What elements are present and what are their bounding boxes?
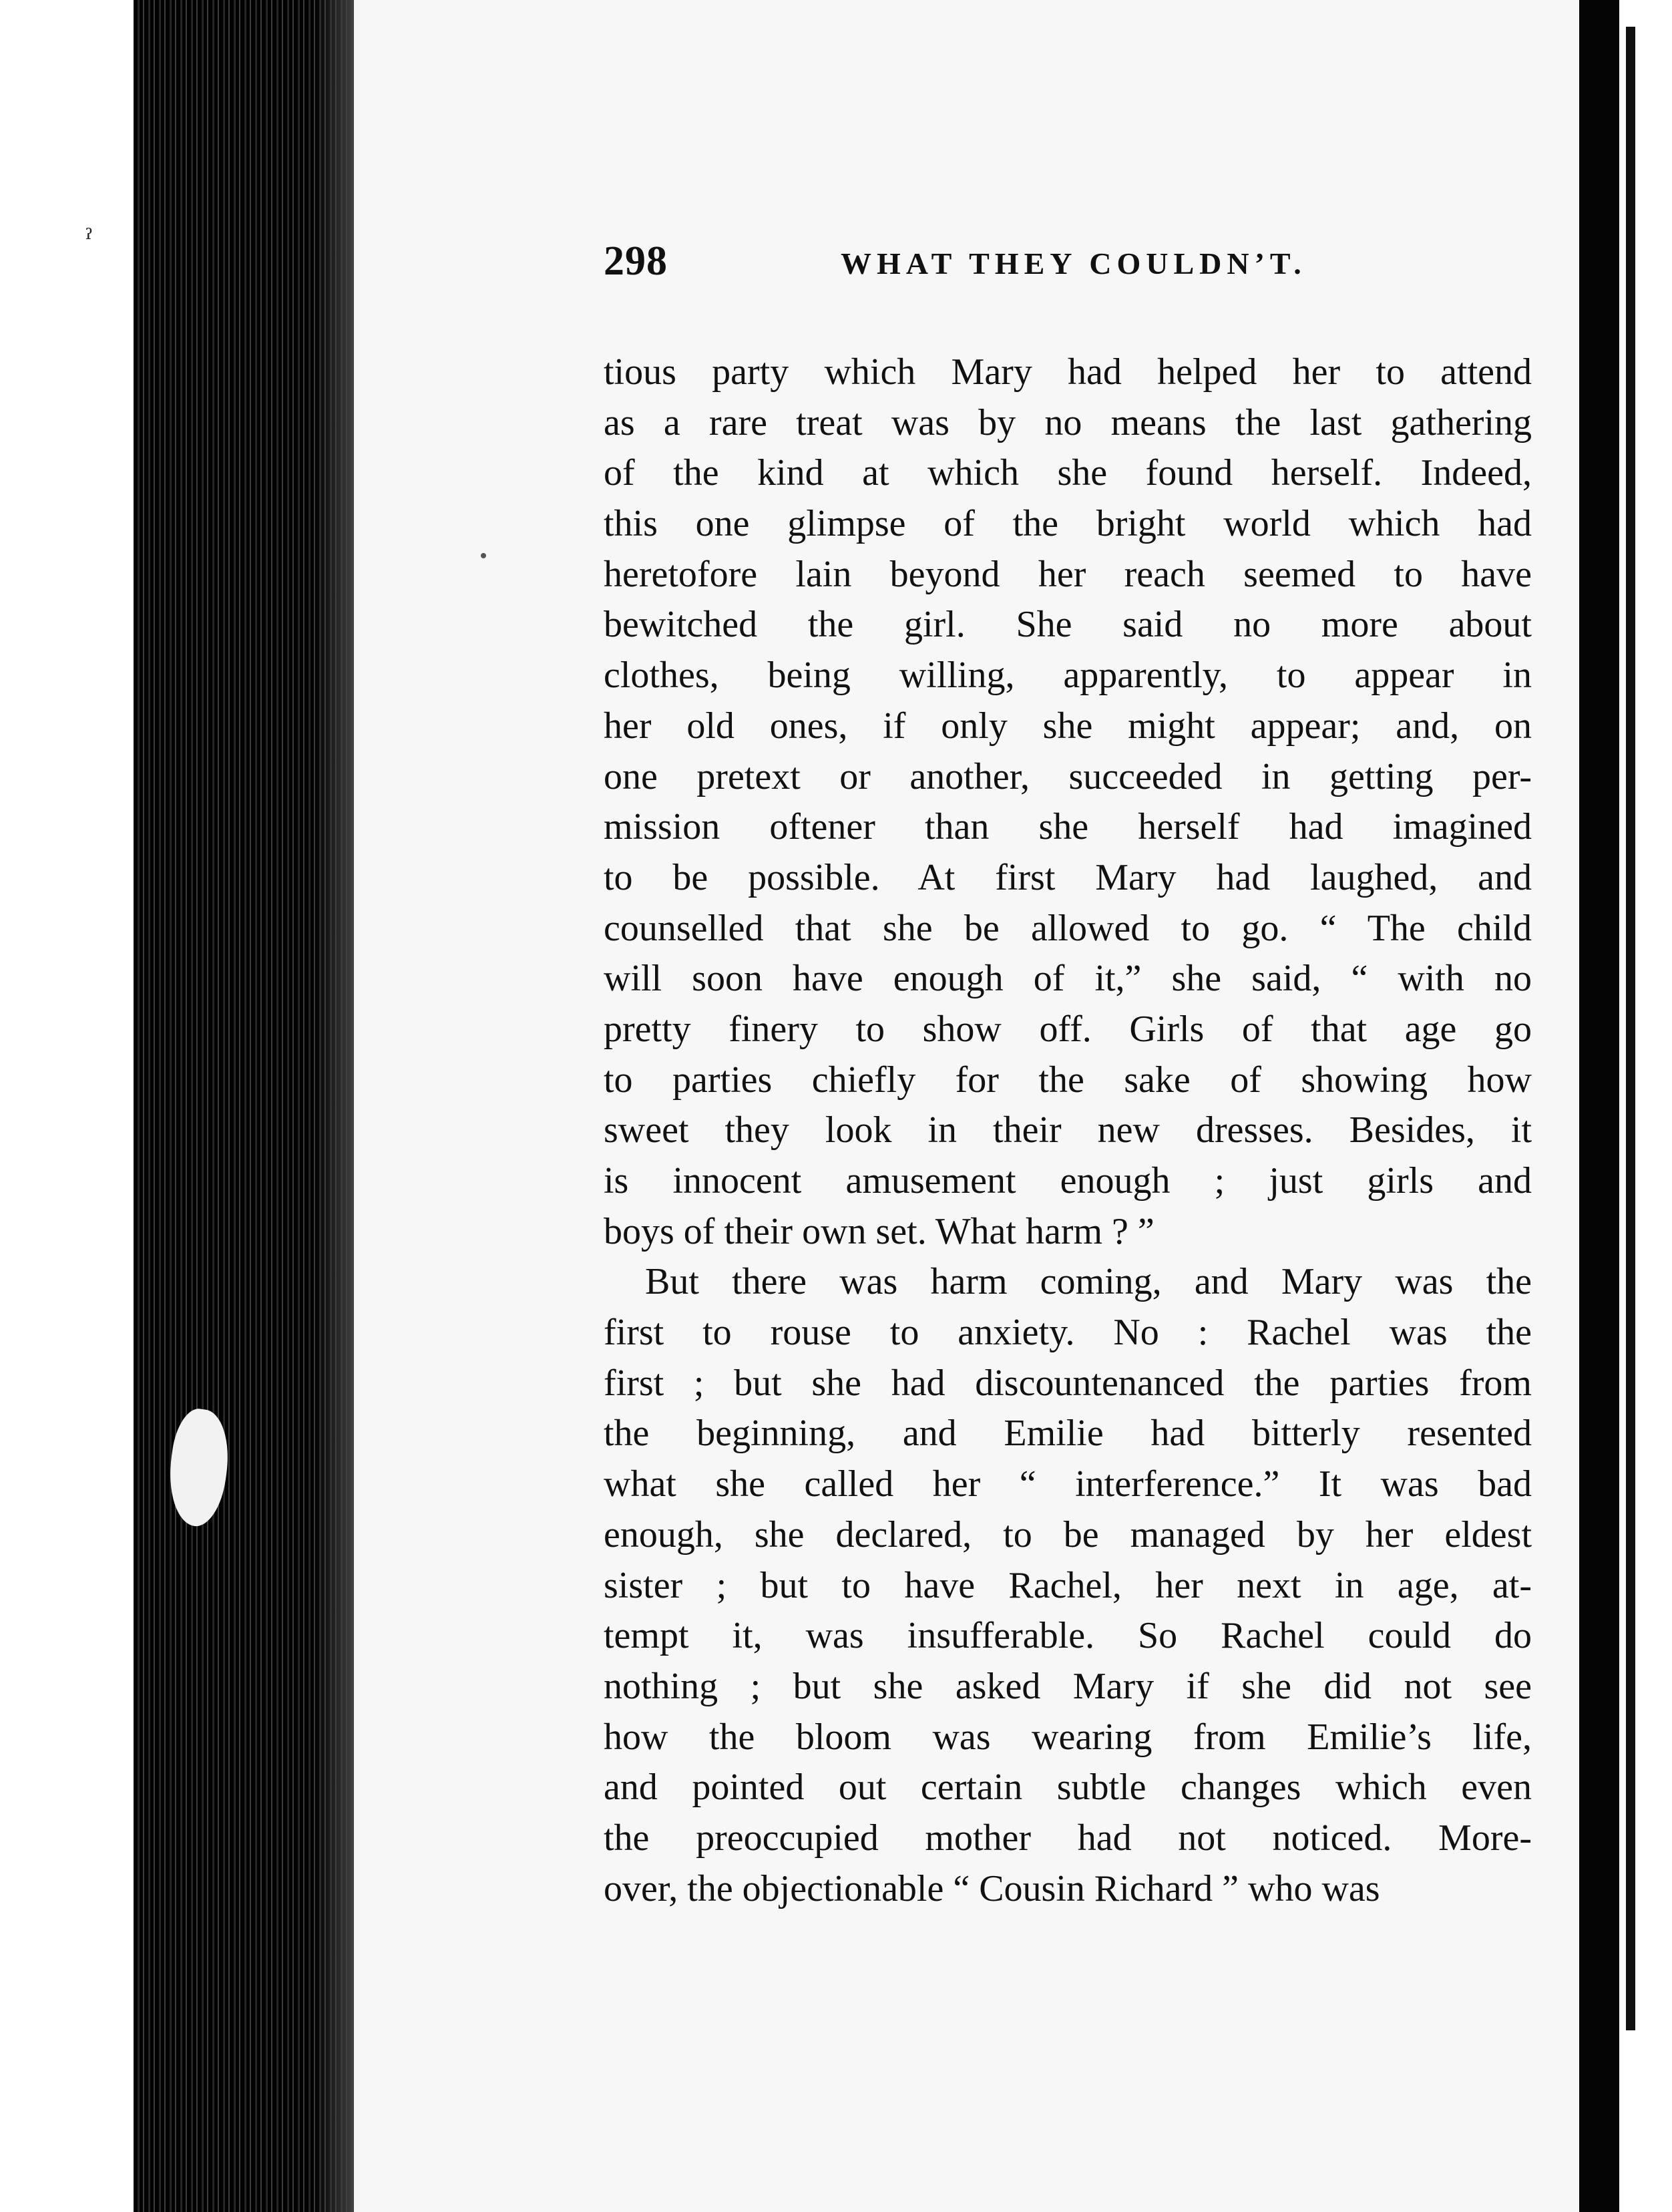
- text-line: how the bloom was wearing from Emilie’s life,: [604, 1716, 1532, 1758]
- text-line: clothes, being willing, apparently, to appear in: [604, 655, 1532, 697]
- text-line: one pretext or another, succeeded in getting per-: [604, 755, 1532, 797]
- paragraph: [604, 347, 1532, 1257]
- text-line: this one glimpse of the bright world which had: [604, 503, 1532, 545]
- text-line: tious party which Mary had helped her to attend: [604, 351, 1532, 393]
- text-line: to parties chiefly for the sake of showing how: [604, 1059, 1532, 1101]
- text-line: boys of their own set. What harm ? ”: [604, 1210, 1155, 1252]
- text-line: will soon have enough of it,” she said, “ with no: [604, 958, 1532, 1000]
- text-line: of the kind at which she found herself. Indeed,: [604, 452, 1532, 494]
- text-line: her old ones, if only she might appear; and, on: [604, 705, 1532, 747]
- text-line: pretty finery to show off. Girls of that age go: [604, 1008, 1532, 1050]
- scan-edge-line: [1626, 27, 1635, 2030]
- paragraph: [604, 1257, 1532, 1914]
- page-edges-stack: [134, 0, 354, 2212]
- text-line: over, the objectionable “ Cousin Richard ” who was: [604, 1867, 1380, 1909]
- text-line: bewitched the girl. She said no more about: [604, 604, 1532, 646]
- text-line: the beginning, and Emilie had bitterly resented: [604, 1413, 1532, 1455]
- text-line: the preoccupied mother had not noticed. More-: [604, 1817, 1532, 1859]
- text-line: sister ; but to have Rachel, her next in age, at-: [604, 1564, 1532, 1606]
- text-line: mission oftener than she herself had imagined: [604, 806, 1532, 848]
- text-line: counselled that she be allowed to go. “ The child: [604, 907, 1532, 949]
- page-edge-shadow: [314, 0, 354, 2212]
- text-line: is innocent amusement enough ; just girls and: [604, 1160, 1532, 1202]
- text-line: first to rouse to anxiety. No : Rachel was the: [604, 1312, 1532, 1354]
- text-line: enough, she declared, to be managed by her eldest: [604, 1513, 1532, 1555]
- text-line: what she called her “ interference.” It was bad: [604, 1463, 1532, 1505]
- text-line: as a rare treat was by no means the last gathering: [604, 401, 1532, 443]
- body-text: [604, 347, 1532, 1914]
- scan-right-border: [1579, 0, 1619, 2212]
- text-line: But there was harm coming, and Mary was the: [645, 1261, 1532, 1303]
- text-line: nothing ; but she asked Mary if she did not see: [604, 1665, 1532, 1707]
- text-line: to be possible. At first Mary had laughed, and: [604, 856, 1532, 898]
- running-head-title: WHAT THEY COULDN’T.: [841, 246, 1307, 281]
- running-head: [604, 238, 1498, 298]
- scan-left-margin: [0, 0, 134, 2212]
- text-line: first ; but she had discountenanced the parties from: [604, 1362, 1532, 1404]
- text-line: and pointed out certain subtle changes which even: [604, 1767, 1532, 1809]
- text-line: heretofore lain beyond her reach seemed to have: [604, 553, 1532, 595]
- text-line: sweet they look in their new dresses. Besides, it: [604, 1109, 1532, 1151]
- ink-speck: [481, 553, 486, 558]
- stray-ink-mark: ˀ: [85, 224, 93, 255]
- text-line: tempt it, was insufferable. So Rachel could do: [604, 1615, 1532, 1657]
- page-number: 298: [604, 238, 668, 284]
- scan-right-margin: [1619, 0, 1672, 2212]
- paper-tear-mark: [162, 1406, 235, 1529]
